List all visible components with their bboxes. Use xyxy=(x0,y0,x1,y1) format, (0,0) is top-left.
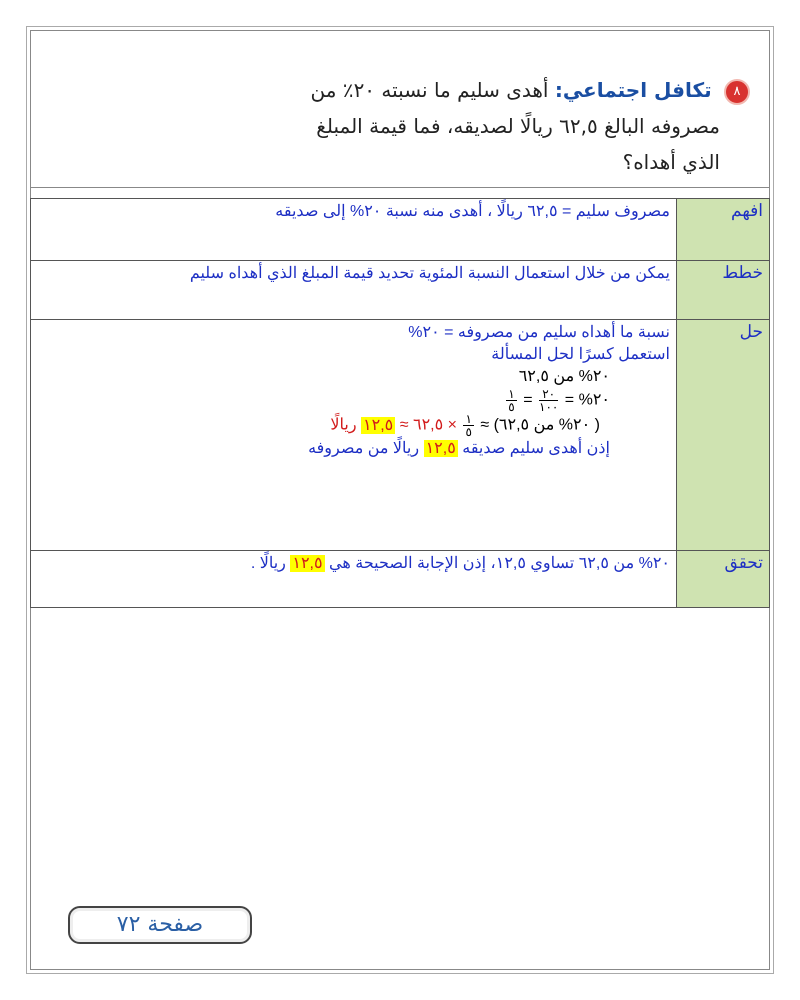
fraction-20-100-denominator: ١٠٠ xyxy=(539,400,559,414)
label-solve: حل xyxy=(677,320,770,551)
solve-line-6-prefix: إذن أهدى سليم صديقه xyxy=(462,440,610,457)
solve-line-6-result: ١٢,٥ xyxy=(425,440,456,457)
solve-line-1: نسبة ما أهداه سليم من مصروفه = ٢٠% xyxy=(408,324,670,341)
table-row-plan xyxy=(31,261,770,320)
fraction-20-100 xyxy=(539,388,558,413)
check-result-highlight: ١٢,٥ xyxy=(292,555,323,572)
check-text-prefix: ٢٠% من ٦٢,٥ تساوي ١٢,٥، إذن الإجابة الصحيحة هي xyxy=(329,555,670,572)
divider xyxy=(30,187,770,188)
table-row-solve xyxy=(31,320,770,551)
problem-line-1: أهدى سليم ما نسبته ٢٠٪ من xyxy=(310,78,549,102)
table-row-understand xyxy=(31,199,770,261)
solution-table xyxy=(30,198,770,608)
label-check: تحقق xyxy=(677,551,770,608)
fraction-1-5 xyxy=(506,388,516,413)
fraction-1-5-multiply xyxy=(463,413,473,438)
problem-line-2: مصروفه البالغ ٦٢,٥ ريالًا لصديقه، فما قيمة المبلغ xyxy=(316,114,720,138)
content-check xyxy=(31,551,677,608)
solve-line-4 xyxy=(37,388,670,413)
content-solve xyxy=(31,320,677,551)
fraction-1-5-multiply-denominator: ٥ xyxy=(465,425,472,439)
solve-line-4-prefix: ٢٠% = xyxy=(564,391,610,409)
fraction-1-5-numerator: ١ xyxy=(508,387,515,401)
label-understand: افهم xyxy=(677,199,770,261)
content-plan: يمكن من خلال استعمال النسبة المئوية تحديد قيمة المبلغ الذي أهداه سليم xyxy=(31,261,677,320)
solve-result-highlight: ١٢,٥ xyxy=(363,416,394,434)
fraction-1-5-multiply-numerator: ١ xyxy=(465,412,472,426)
fraction-1-5-denominator: ٥ xyxy=(508,400,515,414)
fraction-20-100-numerator: ٢٠ xyxy=(539,388,558,401)
equals-sign: = xyxy=(523,391,533,409)
check-text-suffix: ريالًا . xyxy=(250,555,286,572)
solve-line-6-suffix: ريالًا من مصروفه xyxy=(308,440,420,457)
solve-line-5 xyxy=(37,413,670,438)
table-row-check xyxy=(31,551,770,608)
solve-line-6 xyxy=(37,438,670,460)
page-number-box: صفحة ٧٢ xyxy=(68,906,252,944)
content-understand: مصروف سليم = ٦٢,٥ ريالًا ، أهدى منه نسبة ٢٠% إلى صديقه xyxy=(31,199,677,261)
solve-line-5-prefix: ( ٢٠% من ٦٢,٥) ≈ xyxy=(480,416,600,434)
problem-statement xyxy=(40,72,750,180)
solve-line-5-unit: ريالًا xyxy=(330,416,357,434)
problem-number-badge: ٨ xyxy=(724,79,750,105)
solve-line-3: ٢٠% من ٦٢,٥ xyxy=(518,368,610,385)
solve-line-5-middle: × ٦٢,٥ ≈ xyxy=(399,416,457,434)
label-plan: خطط xyxy=(677,261,770,320)
solve-line-2: استعمل كسرًا لحل المسألة xyxy=(491,346,670,363)
problem-heading: تكافل اجتماعي: xyxy=(554,78,712,102)
problem-line-3: الذي أهداه؟ xyxy=(622,150,720,174)
